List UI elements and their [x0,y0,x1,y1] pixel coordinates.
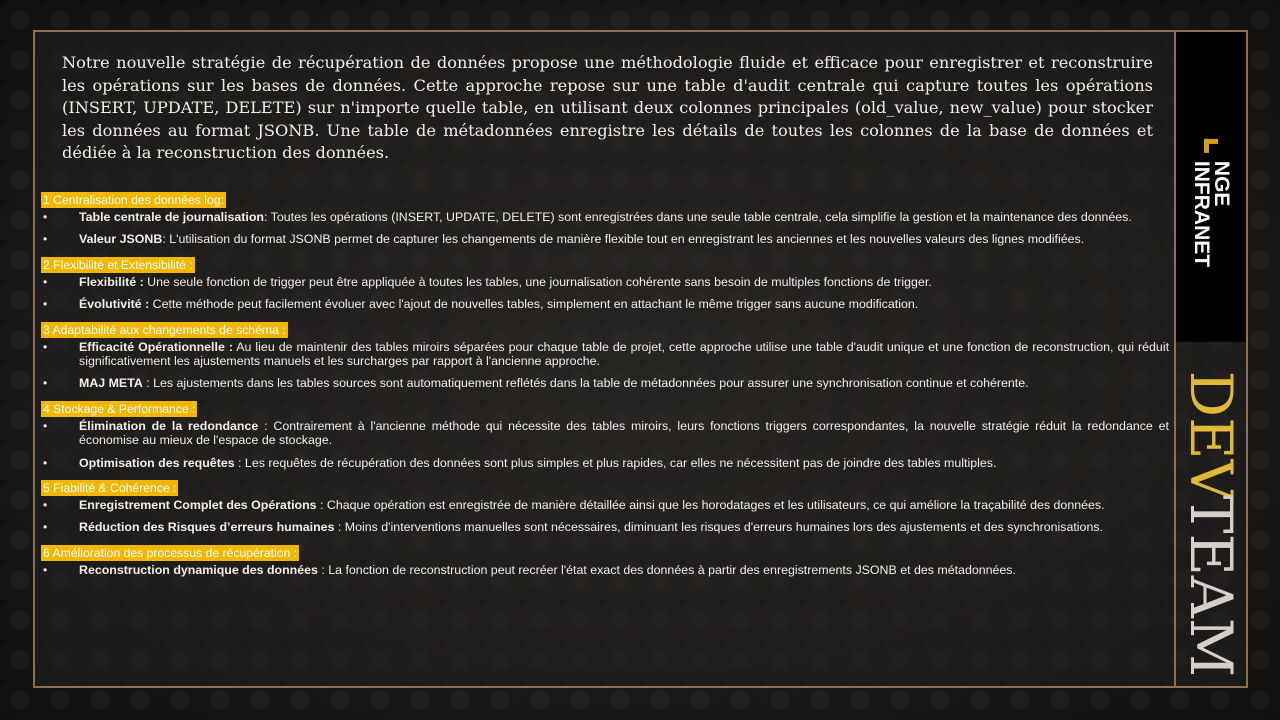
section-title: 1 Centralisation des données log: [43,193,224,207]
logo-line1: NGE [1210,160,1233,207]
item-term: Flexibilité : [79,274,144,289]
list-item [41,563,1169,577]
section-list [41,275,1169,312]
list-item [41,232,1169,246]
item-term: Réduction des Risques d’erreurs humaines [79,520,335,535]
section-list [41,210,1169,247]
section-list [41,498,1169,535]
section-title: 3 Adaptabilité aux changements de schéma : [43,322,286,337]
list-item [41,376,1169,390]
list-item [41,520,1169,534]
list-item [41,210,1169,224]
content-area [35,32,1175,686]
item-term: Évolutivité : [79,297,150,312]
list-item [41,275,1169,289]
section-list [41,340,1169,391]
item-term: MAJ META [79,376,143,391]
item-text: : Les ajustements dans les tables sources sont automatiquement reflétés dans la table de métadonnées pour assurer une synchronisation continue et cohérente. [142,376,1029,391]
item-term: Valeur JSONB [79,232,163,247]
item-text: : Contrairement à l'ancienne méthode qui nécessite des tables miroirs, leurs fonctions triggers correspondantes, la nouvelle stratégie réduit la redondance et économise au mieux de l'espace de stockage. [79,418,1169,448]
sidebar [1174,32,1246,686]
item-text: : Moins d'interventions manuelles sont nécessaires, diminuant les risques d'erreurs humaines lors des ajustements et des synchronisations. [334,520,1103,535]
item-term: Optimisation des requêtes [79,455,235,470]
logo-panel [1176,32,1246,342]
sections [41,190,1169,585]
dev-label: DEV [1177,370,1245,502]
list-item [41,340,1169,369]
item-term: Reconstruction dynamique des données [79,562,318,577]
item-term: Efficacité Opérationnelle : [79,339,233,354]
section-list [41,563,1169,577]
nge-infranet-logo [1191,137,1231,267]
section-title: 4 Stockage & Performance : [43,401,196,416]
section-list [41,419,1169,470]
list-item [41,297,1169,311]
logo-line2: INFRANET [1190,160,1213,268]
team-label: TEAM [1177,494,1245,678]
item-term: Table centrale de journalisation [79,210,264,224]
item-text: Une seule fonction de trigger peut être appliquée à toutes les tables, une journalisation cohérente sans besoin de multiples fonctions de trigger. [143,274,932,289]
list-item [41,419,1169,448]
list-item [41,498,1169,512]
item-text: : Toutes les opérations (INSERT, UPDATE, DELETE) sont enregistrées dans une seule table centrale, cela simplifie la gestion et la maintenance des données. [264,210,1132,224]
item-text: : La fonction de reconstruction peut recréer l'état exact des données à partir des enregistrements JSONB et des métadonnées. [317,562,1016,577]
nge-mark-icon [1202,137,1220,155]
section-title: 5 Fiabilité & Cohérence : [43,481,177,496]
section-title: 2 Flexibilité et Extensibilité : [43,257,193,272]
slide-frame [33,30,1248,688]
intro-paragraph: Notre nouvelle stratégie de récupération de données propose une méthodologie fluide et efficace pour enregistrer et reconstruire les opérations sur les bases de données. Cette approche repose sur une table d'audit centrale qui capture toutes les opérations (INSERT, UPDATE, DELETE) sur n'importe quelle table, en utilisant deux colonnes principales (old_value, new_value) pour stocker les données au format JSONB. Une table de métadonnées enregistre les détails de toutes les colonnes de la base de données et dédiée à la reconstruction des données. [62,53,1153,163]
item-text: Cette méthode peut facilement évoluer avec l'ajout de nouvelles tables, simplement en attachant le même trigger sans aucune modification. [149,297,919,312]
item-text: : L'utilisation du format JSONB permet de capturer les changements de manière flexible tout en enregistrant les anciennes et les nouvelles valeurs des lignes modifiées. [162,232,1085,247]
item-term: Élimination de la redondance [79,418,259,433]
item-text: : Les requêtes de récupération des données sont plus simples et plus rapides, car elles ne nécessitent pas de joindre des tables multiples. [234,455,997,470]
section-title: 6 Amélioration des processus de récupération : [43,545,298,560]
item-text: Au lieu de maintenir des tables miroirs séparées pour chaque table de projet, cette approche utilise une table d'audit unique et une fonction de reconstruction, qui réduit significativement les ajustements manuels et les surcharges par rapport à l'ancienne approche. [79,339,1170,369]
list-item [41,456,1169,470]
item-term: Enregistrement Complet des Opérations [79,498,317,513]
item-text: : Chaque opération est enregistrée de manière détaillée ainsi que les horodatages et les utilisateurs, ce qui améliore la traçabilité des données. [316,498,1105,513]
